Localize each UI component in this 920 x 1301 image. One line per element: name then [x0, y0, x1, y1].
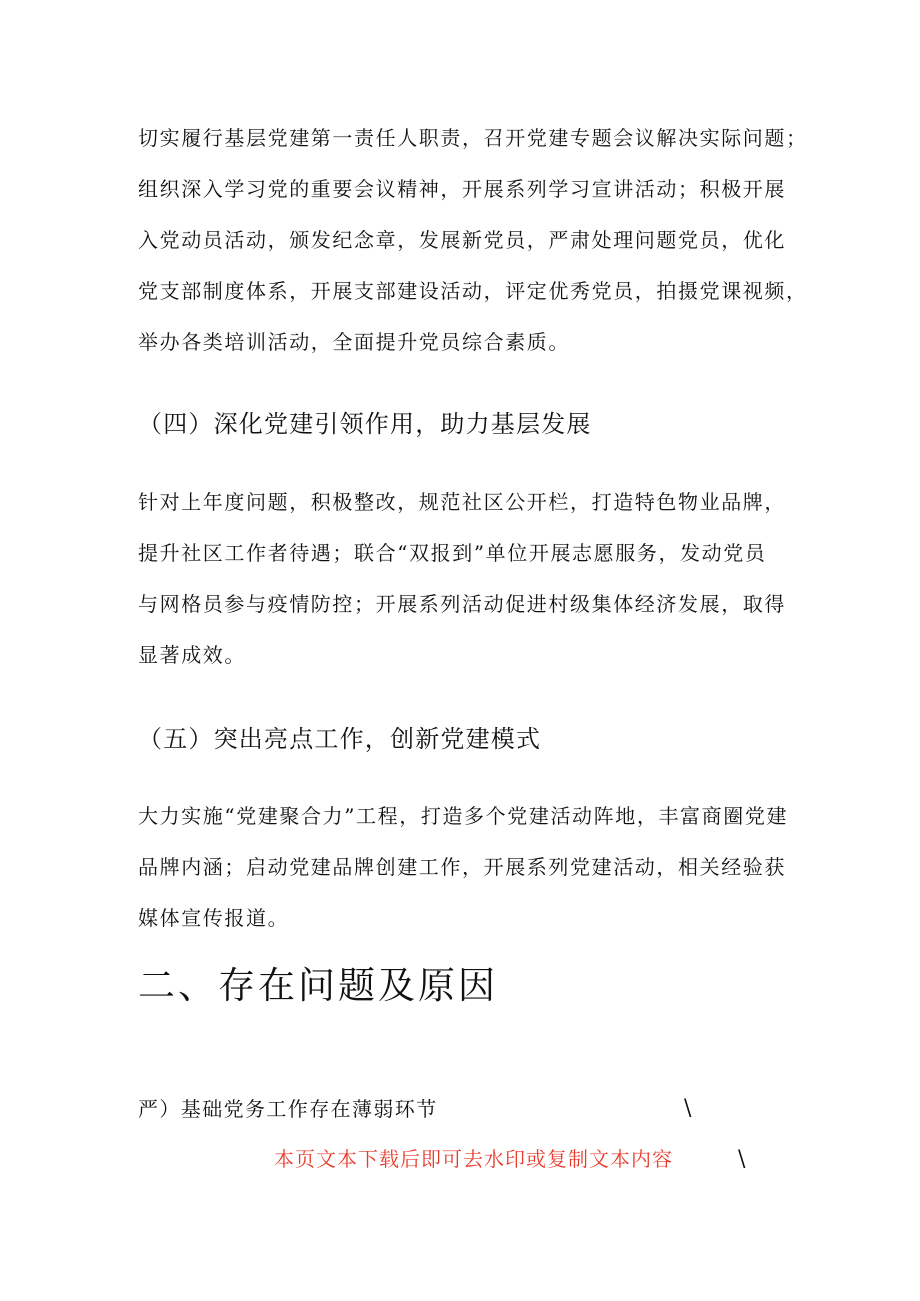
paragraph-line: 举办各类培训活动，全面提升党员综合素质。 [138, 330, 570, 354]
paragraph-line: 针对上年度问题，积极整改，规范社区公开栏，打造特色物业品牌， [138, 490, 786, 514]
slash-mark: \ [684, 1096, 692, 1121]
paragraph-highlights [138, 791, 798, 944]
paragraph-line: 切实履行基层党建第一责任人职责，召开党建专题会议解决实际问题； [138, 126, 808, 150]
paragraph-line: 媒体宣传报道。 [138, 906, 290, 930]
paragraph-line: 入党动员活动，颁发纪念章，发展新党员，严肃处理问题党员，优化 [138, 228, 786, 252]
paragraph-party-building-duties [138, 113, 808, 368]
section-title-problems: 二、存在问题及原因 [138, 964, 498, 1007]
paragraph-line: 与网格员参与疫情防控；开展系列活动促进村级集体经济发展，取得 [138, 592, 786, 616]
paragraph-line: 党支部制度体系，开展支部建设活动，评定优秀党员，拍摄党课视频， [138, 279, 808, 303]
slash-mark: \ [738, 1147, 746, 1172]
paragraph-line: 提升社区工作者待遇；联合“双报到”单位开展志愿服务，发动党员 [138, 541, 767, 565]
heading-section-four: （四）深化党建引领作用，助力基层发展 [138, 410, 592, 438]
paragraph-line: 大力实施“党建聚合力”工程，打造多个党建活动阵地，丰富商圈党建 [138, 804, 789, 828]
heading-section-five: （五）突出亮点工作，创新党建模式 [138, 725, 542, 753]
sub-heading-weak-links: 严）基础党务工作存在薄弱环节 [138, 1097, 438, 1121]
paragraph-line: 品牌内涵；启动党建品牌创建工作，开展系列党建活动，相关经验获 [138, 855, 786, 879]
paragraph-rectification [138, 477, 798, 681]
watermark-notice: 本页文本下载后即可去水印或复制文本内容 [274, 1147, 673, 1171]
paragraph-line: 显著成效。 [138, 643, 246, 667]
paragraph-line: 组织深入学习党的重要会议精神，开展系列学习宣讲活动；积极开展 [138, 177, 786, 201]
